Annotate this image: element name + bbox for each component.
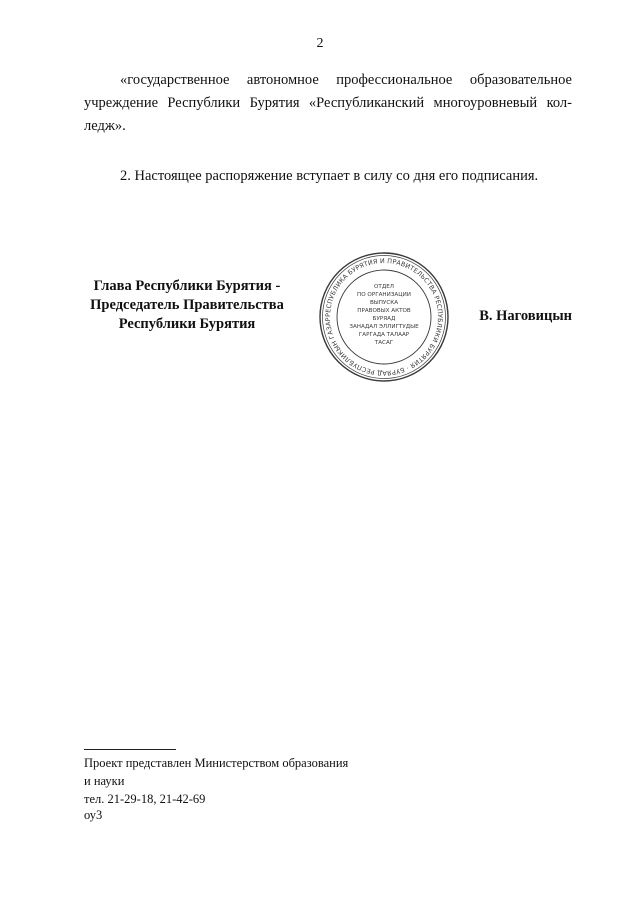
- seal-inner-line: ЗАНАДАЛ ЭЛЛИГТУДЫЕ: [349, 324, 419, 330]
- seal-inner-text: [349, 284, 419, 346]
- footnote-line: тел. 21-29-18, 21-42-69: [84, 792, 206, 806]
- page-number: 2: [316, 36, 324, 51]
- seal-inner-line: ПРАВОВЫХ АКТОВ: [357, 308, 411, 314]
- signer-name: В. Наговицын: [479, 308, 572, 324]
- document-code: оу3: [84, 808, 103, 822]
- paragraph-effective-date: [84, 165, 572, 188]
- paragraph-line: учреждение Республики Бурятия «Республиканский многоуровневый кол-: [84, 95, 572, 111]
- official-seal: [318, 251, 450, 383]
- paragraph-line: 2. Настоящее распоряжение вступает в силу со дня его подписания.: [120, 168, 539, 184]
- footnote-line: и науки: [84, 774, 125, 788]
- seal-inner-line: БУРЯАД: [372, 316, 396, 322]
- signatory-line: Председатель Правительства: [90, 297, 284, 313]
- paragraph-line: «государственное автономное профессиональное образовательное: [120, 72, 572, 88]
- seal-inner-line: ТАСАГ: [374, 340, 394, 346]
- seal-inner-line: ПО ОРГАНИЗАЦИИ: [357, 292, 411, 298]
- paragraph-line: ледж».: [84, 118, 126, 134]
- signatory-position: [60, 277, 314, 334]
- footnote-line: Проект представлен Министерством образования: [84, 756, 349, 770]
- footnote: [84, 754, 348, 808]
- paragraph-continuation: [84, 69, 572, 138]
- signatory-line: Глава Республики Бурятия -: [93, 278, 281, 294]
- seal-inner-line: ОТДЕЛ: [374, 284, 394, 290]
- footnote-divider: [84, 749, 176, 750]
- seal-outer-text: РЕСПУБЛИКА БУРЯТИЯ И ПРАВИТЕЛЬСТВА РЕСПУБЛИКИ БУРЯТИЯ · БУРЯАД РЕСПУБЛИКЫН ГАЗАР: [323, 256, 445, 378]
- seal-inner-line: ВЫПУСКА: [369, 300, 399, 306]
- seal-inner-line: ГАРГАДА ТАЛААР: [358, 332, 410, 338]
- signatory-line: Республики Бурятия: [118, 316, 256, 332]
- seal-graphic: [318, 251, 450, 383]
